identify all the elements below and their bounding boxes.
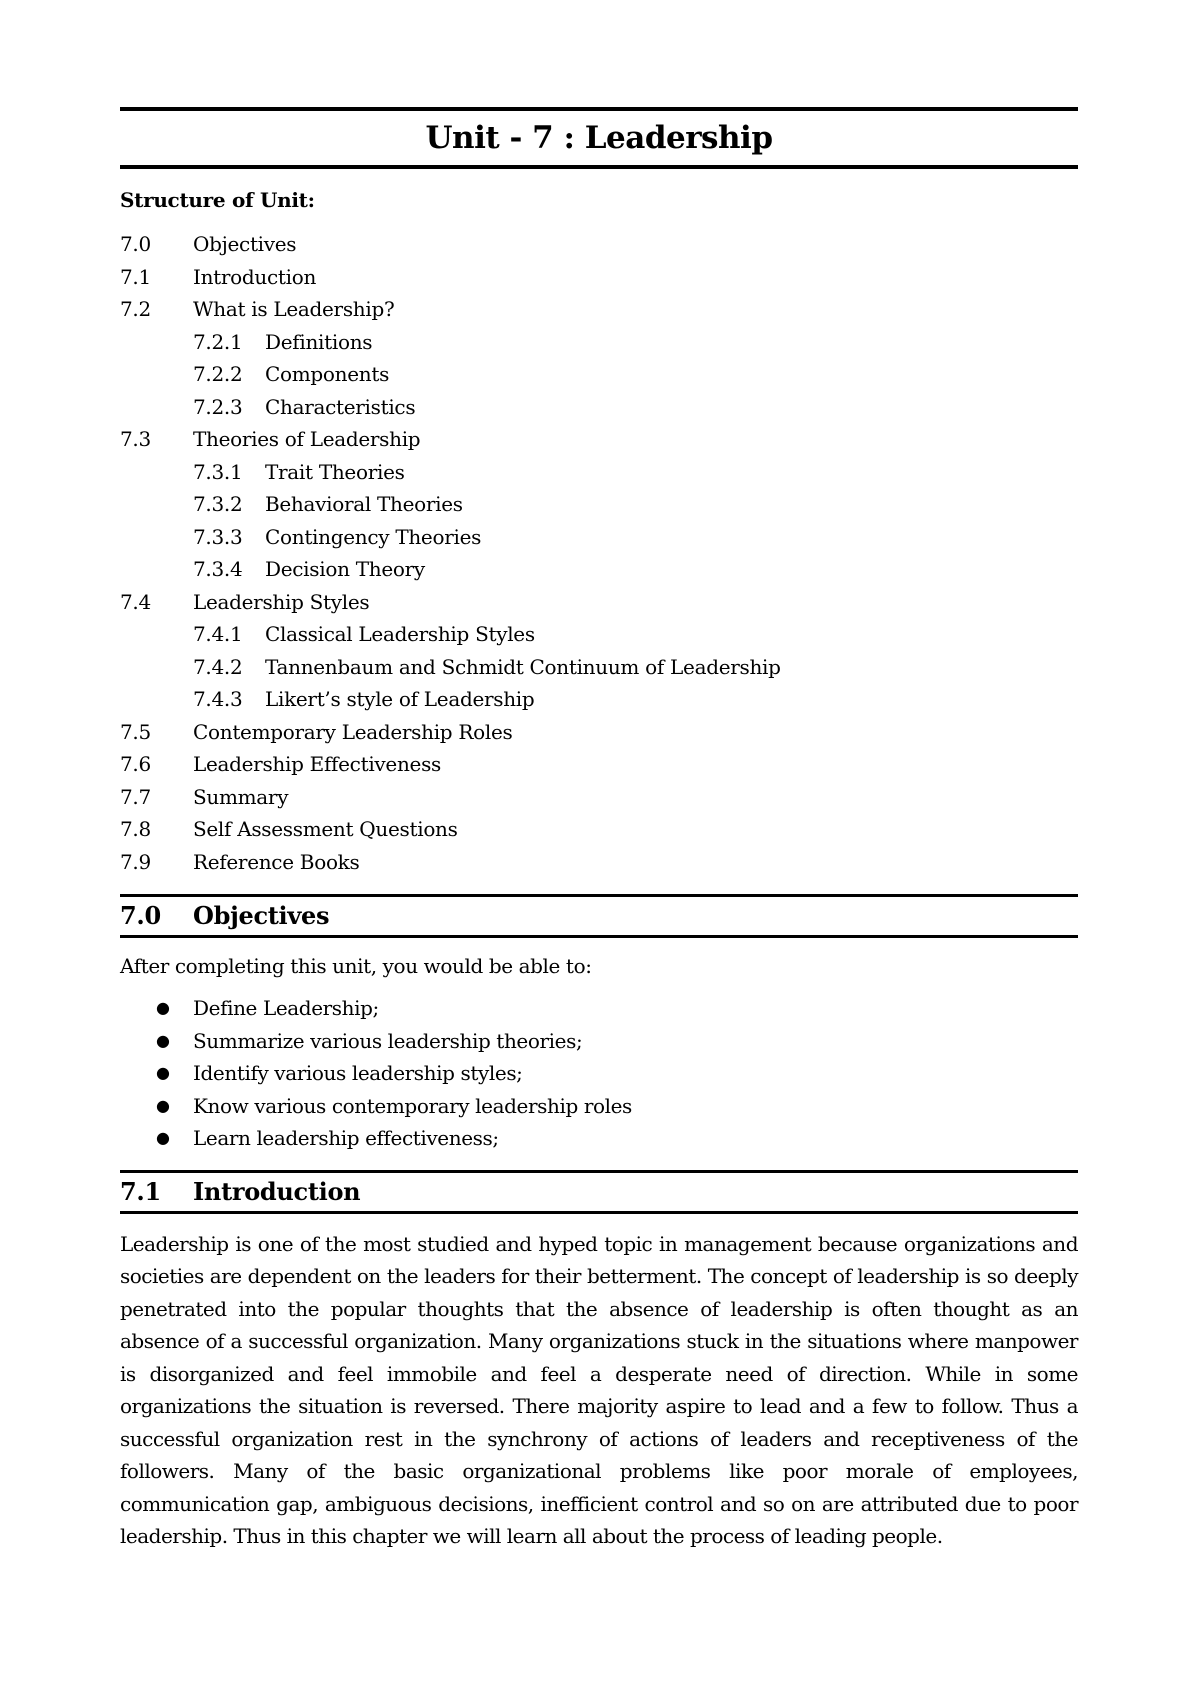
toc-number: 7.2.2	[193, 362, 243, 386]
toc-item	[120, 781, 1078, 814]
toc-number: 7.3.2	[193, 492, 243, 516]
toc-label: Objectives	[193, 232, 297, 256]
title-bottom-rule	[120, 165, 1078, 169]
list-item	[120, 992, 1078, 1025]
toc-number: 7.7	[120, 784, 151, 809]
toc-number: 7.3	[120, 427, 151, 451]
introduction-heading	[120, 1173, 1078, 1211]
list-item	[120, 1090, 1078, 1123]
toc-subitem	[120, 358, 1078, 391]
unit-title: Unit - 7 : Leadership	[425, 120, 773, 156]
toc-number: 7.5	[120, 719, 151, 744]
toc-label: Characteristics	[265, 394, 416, 419]
introduction-bottom-rule	[120, 1211, 1078, 1214]
toc-item	[120, 586, 1078, 619]
toc-item	[120, 293, 1078, 326]
bullet-icon: ●	[156, 1095, 170, 1115]
toc-label: Components	[265, 362, 390, 386]
toc-label: What is Leadership?	[193, 297, 395, 321]
objectives-heading	[120, 897, 1078, 935]
toc-number: 7.8	[120, 817, 151, 841]
toc-subitem	[120, 326, 1078, 359]
toc-label: Contingency Theories	[265, 524, 482, 549]
bullet-icon: ●	[156, 1063, 170, 1082]
toc-item	[120, 813, 1078, 846]
toc-item	[120, 846, 1078, 879]
toc-number: 7.1	[120, 264, 151, 289]
bullet-icon: ●	[156, 1030, 170, 1050]
toc-label: Definitions	[265, 329, 373, 354]
introduction-paragraph: Leadership is one of the most studied and hyped topic in management because organizations and societies are dependent on the leaders for their betterment. The concept of leadership is so deeply penetrated into the popular thoughts that the absence of leadership is often thought as an absence of a successful organization. Many organizations stuck in the situations where manpower is disorganized and feel immobile and feel a desperate need of direction. While in some organizations the situation is reversed. There majority aspire to lead and a few to follow. Thus a successful organization rest in the synchrony of actions of leaders and receptiveness of the followers. Many of the basic organizational problems like poor morale of employees, communication gap, ambiguous decisions, inefficient control and so on are attributed due to poor leadership. Thus in this chapter we will learn all about the process of leading people.	[120, 1231, 1078, 1548]
toc-subitem	[120, 553, 1078, 586]
list-item	[120, 1057, 1078, 1090]
section-number: 7.1	[120, 1176, 161, 1206]
toc-label: Leadership Styles	[193, 589, 370, 614]
toc-label: Leadership Effectiveness	[193, 752, 441, 776]
list-item-text: Learn leadership effectiveness;	[193, 1126, 499, 1150]
toc-label: Theories of Leadership	[193, 427, 421, 451]
toc-subitem	[120, 683, 1078, 716]
structure-heading: Structure of Unit:	[120, 188, 315, 212]
toc-label: Classical Leadership Styles	[265, 622, 535, 646]
toc-number: 7.4	[120, 589, 151, 614]
toc-label: Trait Theories	[265, 459, 405, 484]
list-item	[120, 1122, 1078, 1155]
toc-label: Contemporary Leadership Roles	[193, 719, 513, 744]
toc-subitem	[120, 488, 1078, 521]
bullet-icon: ●	[156, 998, 170, 1017]
objectives-bottom-rule	[120, 935, 1078, 938]
toc-number: 7.3.3	[193, 524, 243, 549]
list-item-text: Summarize various leadership theories;	[193, 1028, 583, 1053]
toc-number: 7.2.1	[193, 329, 243, 354]
toc-label: Reference Books	[193, 849, 360, 874]
toc-label: Decision Theory	[265, 557, 425, 581]
toc-number: 7.4.3	[193, 687, 243, 711]
toc-number: 7.0	[120, 232, 151, 256]
list-item-text: Know various contemporary leadership roles	[193, 1093, 632, 1118]
toc-number: 7.4.1	[193, 622, 243, 646]
list-item-text: Define Leadership;	[193, 996, 379, 1020]
title-top-rule	[120, 107, 1078, 111]
toc-item	[120, 228, 1078, 261]
table-of-contents	[120, 228, 1078, 878]
toc-label: Behavioral Theories	[265, 492, 463, 516]
toc-label: Self Assessment Questions	[193, 817, 458, 841]
toc-subitem	[120, 521, 1078, 554]
toc-subitem	[120, 651, 1078, 684]
toc-subitem	[120, 618, 1078, 651]
toc-item	[120, 716, 1078, 749]
toc-number: 7.6	[120, 752, 151, 776]
toc-label: Summary	[193, 784, 289, 809]
objectives-intro: After completing this unit, you would be able to:	[120, 954, 592, 978]
toc-number: 7.2	[120, 297, 151, 321]
toc-label: Introduction	[193, 264, 317, 289]
objectives-list	[120, 992, 1078, 1155]
list-item-text: Identify various leadership styles;	[193, 1061, 523, 1085]
section-title: Objectives	[193, 901, 330, 930]
toc-number: 7.3.1	[193, 459, 243, 484]
section-number: 7.0	[120, 901, 161, 930]
toc-item	[120, 748, 1078, 781]
toc-label: Likert’s style of Leadership	[265, 687, 535, 711]
toc-label: Tannenbaum and Schmidt Continuum of Leadership	[265, 654, 781, 679]
toc-subitem	[120, 391, 1078, 424]
toc-subitem	[120, 456, 1078, 489]
toc-number: 7.3.4	[193, 557, 243, 581]
document-page	[120, 0, 1078, 1573]
bullet-icon: ●	[156, 1128, 170, 1147]
list-item	[120, 1025, 1078, 1058]
toc-number: 7.9	[120, 849, 151, 874]
toc-number: 7.2.3	[193, 394, 243, 419]
section-title: Introduction	[193, 1176, 361, 1206]
toc-item	[120, 261, 1078, 294]
toc-item	[120, 423, 1078, 456]
toc-number: 7.4.2	[193, 654, 243, 679]
